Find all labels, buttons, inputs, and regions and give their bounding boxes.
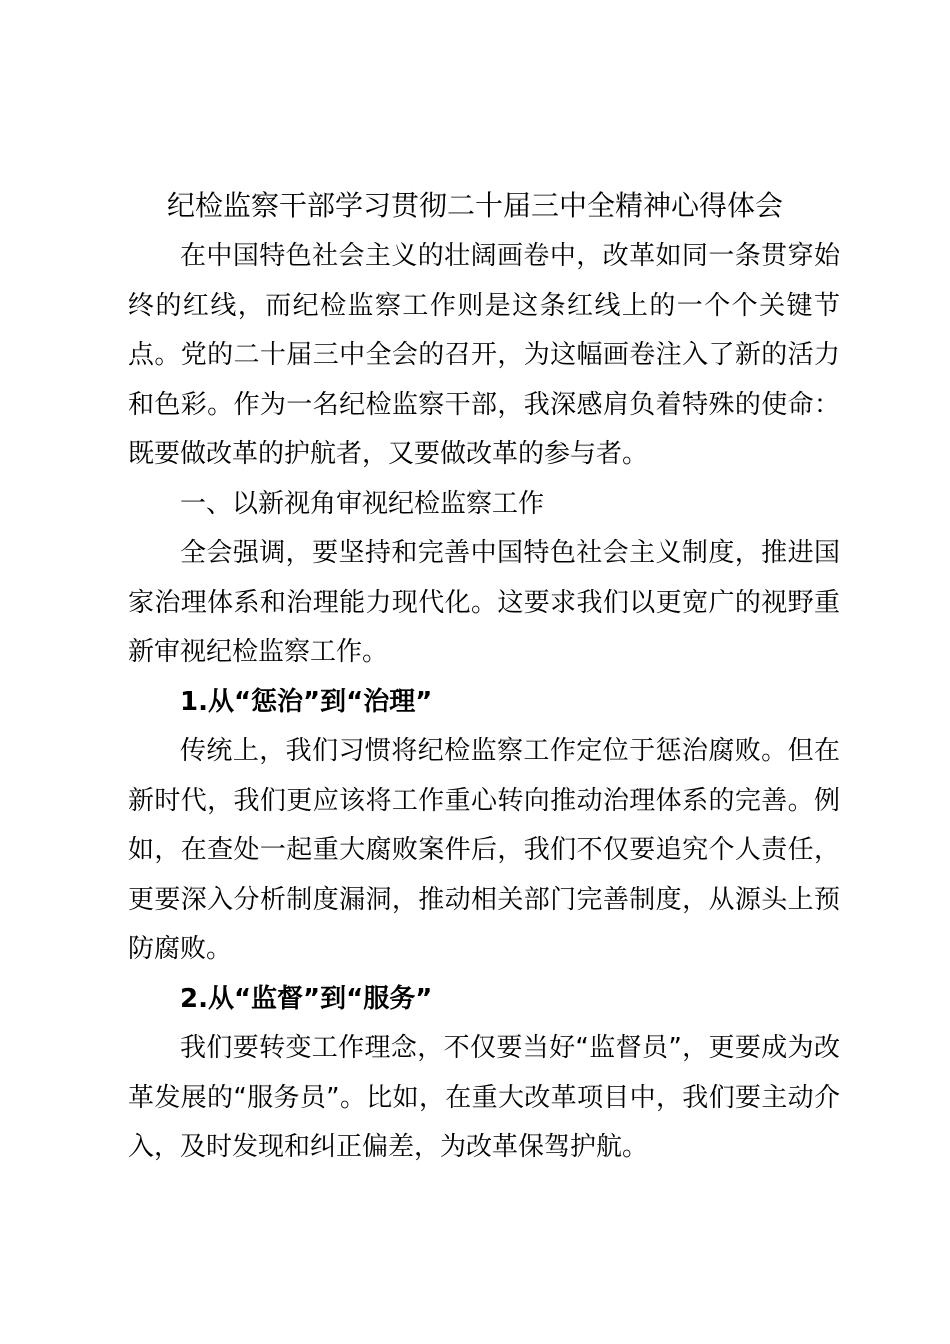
paragraph-section-1: 全会强调，要坚持和完善中国特色社会主义制度，推进国家治理体系和治理能力现代化。这要求我们以更宽广的视野重新审视纪检监察工作。 (128, 538, 840, 667)
section-heading-1: 一、以新视角审视纪检监察工作 (180, 488, 545, 519)
paragraph-intro: 在中国特色社会主义的壮阔画卷中，改革如同一条贯穿始终的红线，而纪检监察工作则是这条红线上的一个个关键节点。党的二十届三中全会的召开，为这幅画卷注入了新的活力和色彩。作为一名纪检监察干部，我深感肩负着特殊的使命：既要做改革的护航者，又要做改革的参与者。 (128, 241, 840, 469)
document-title: 纪检监察干部学习贯彻二十届三中全精神心得体会 (166, 189, 783, 222)
document-body (128, 232, 840, 1173)
paragraph-subsection-1: 传统上，我们习惯将纪检监察工作定位于惩治腐败。但在新时代，我们更应该将工作重心转向推动治理体系的完善。例如，在查处一起重大腐败案件后，我们不仅要追究个人责任，更要深入分析制度漏洞，推动相关部门完善制度，从源头上预防腐败。 (128, 736, 840, 964)
subheading-2: 2.从“监督”到“服务” (180, 983, 433, 1014)
subheading-1: 1.从“惩治”到“治理” (180, 686, 433, 717)
paragraph-subsection-2: 我们要转变工作理念，不仅要当好“监督员”，更要成为改革发展的“服务员”。比如，在重大改革项目中，我们要主动介入，及时发现和纠正偏差，为改革保驾护航。 (128, 1033, 840, 1162)
